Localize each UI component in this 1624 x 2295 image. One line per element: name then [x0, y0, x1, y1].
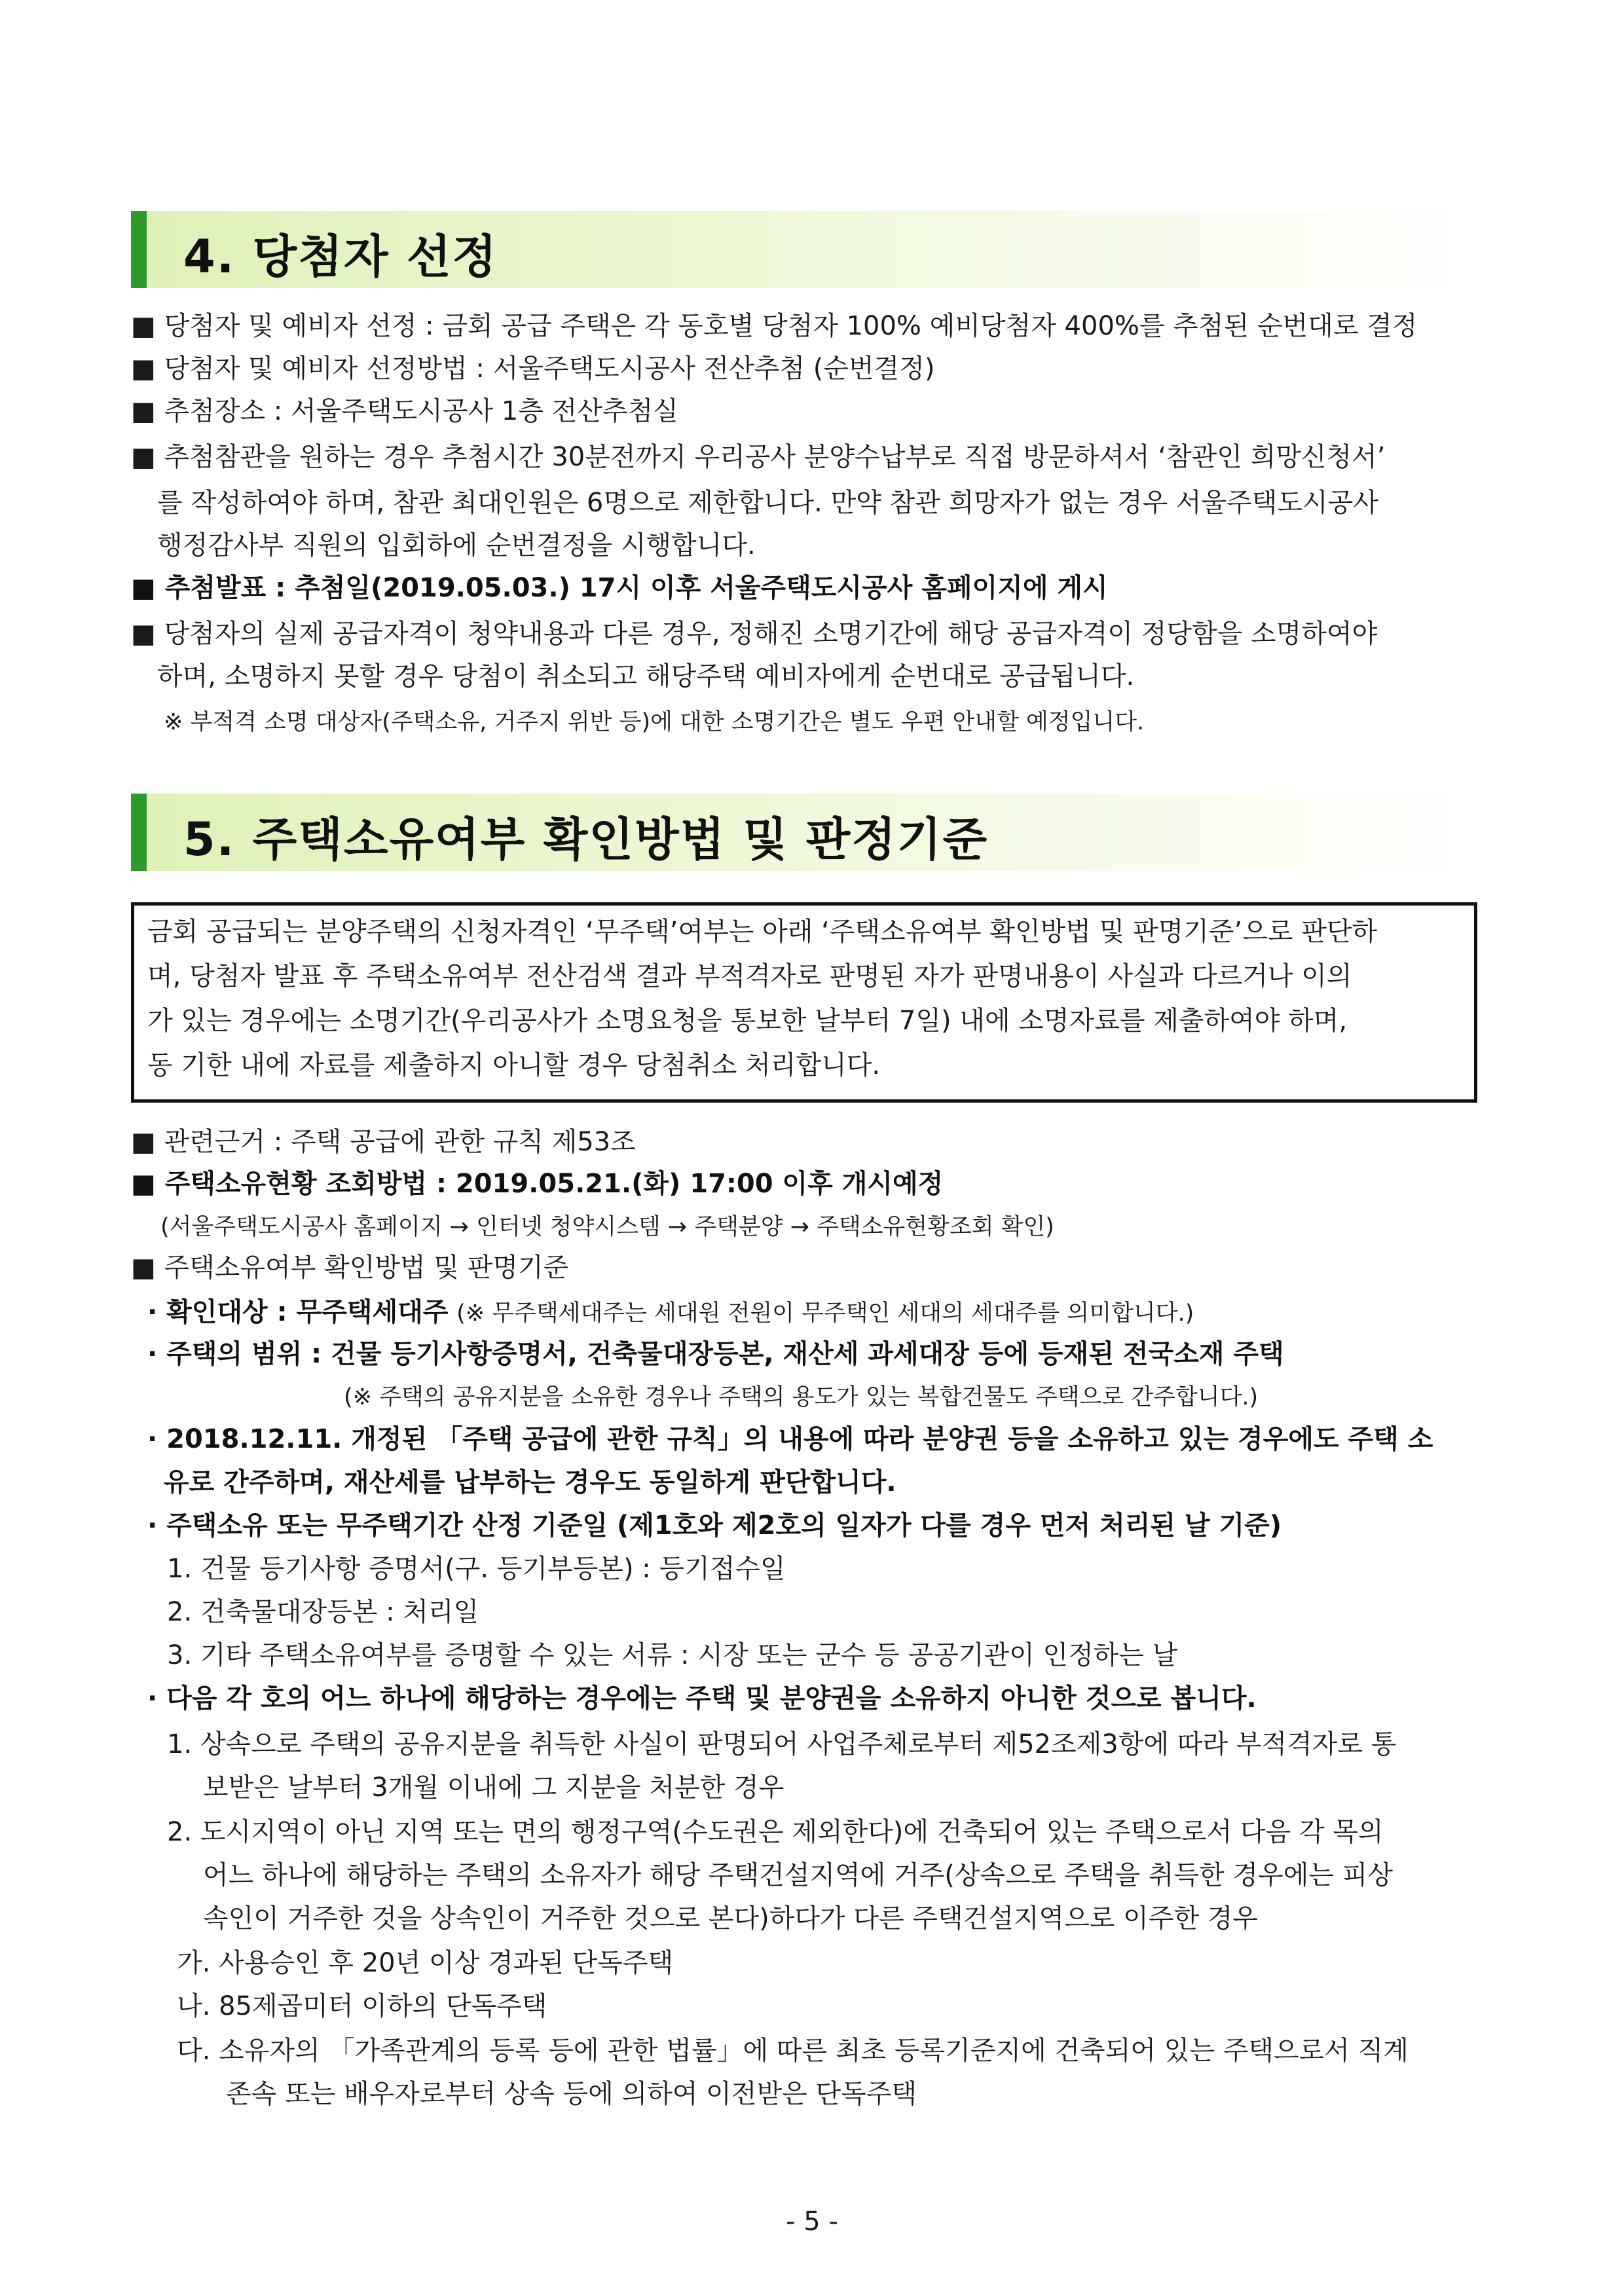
s5-exception-2-c-cont: 존속 또는 배우자로부터 상속 등에 의하여 이전받은 단독주택: [226, 2079, 917, 2109]
s5-base-date: · 주택소유 또는 무주택기간 산정 기준일 (제1호와 제2호의 일자가 다를 경우 먼저 처리된 날 기준): [147, 1511, 1282, 1541]
notice-line-1: 금회 공급되는 분양주택의 신청자격인 ‘무주택’여부는 아래 ‘주택소유여부 확인방법 및 판명기준’으로 판단하: [147, 917, 1378, 947]
s5-revision-2: 유로 간주하며, 재산세를 납부하는 경우도 동일하게 판단합니다.: [164, 1467, 896, 1497]
s4-item-4-cont-1: 를 작성하여야 하며, 참관 최대인원은 6명으로 제한합니다. 만약 참관 희망자가 없는 경우 서울주택도시공사: [157, 488, 1378, 518]
s4-item-3: ■ 추첨장소 : 서울주택도시공사 1층 전산추첨실: [131, 396, 678, 426]
notice-line-3: 가 있는 경우에는 소명기간(우리공사가 소명요청을 통보한 날부터 7일) 내에 소명자료를 제출하여야 하며,: [147, 1006, 1348, 1036]
s5-exception-2-b: 나. 85제곱미터 이하의 단독주택: [177, 1991, 547, 2021]
s5-exception: · 다음 각 호의 어느 하나에 해당하는 경우에는 주택 및 분양권을 소유하지 아니한 것으로 봅니다.: [147, 1683, 1257, 1714]
s5-check-target: · 확인대상 : 무주택세대주 (※ 무주택세대주는 세대원 전원이 무주택인 세대의 세대주를 의미합니다.): [147, 1297, 1194, 1327]
s4-note: ※ 부적격 소명 대상자(주택소유, 거주지 위반 등)에 대한 소명기간은 별도 우편 안내할 예정입니다.: [164, 709, 1145, 735]
s4-item-1: ■ 당첨자 및 예비자 선정 : 금회 공급 주택은 각 동호별 당첨자 100% 예비당첨자 400%를 추첨된 순번대로 결정: [131, 311, 1418, 341]
section-accent-bar: [131, 794, 147, 871]
s5-base-date-2: 2. 건축물대장등본 : 처리일: [167, 1597, 479, 1627]
s4-item-6: ■ 당첨자의 실제 공급자격이 청약내용과 다른 경우, 정해진 소명기간에 해당 공급자격이 정당함을 소명하여야: [131, 619, 1378, 649]
section-5-title: 5. 주택소유여부 확인방법 및 판정기준: [183, 813, 989, 866]
section-4-title: 4. 당첨자 선정: [183, 230, 498, 284]
s5-exception-2-c: 다. 소유자의 「가족관계의 등록 등에 관한 법률」에 따른 최초 등록기준지에 건축되어 있는 주택으로서 직계: [177, 2036, 1409, 2066]
s5-exception-2-cont-2: 속인이 거주한 것을 상속인이 거주한 것으로 본다)하다가 다른 주택건설지역으로 이주한 경우: [203, 1903, 1259, 1934]
s5-revision-1: · 2018.12.11. 개정된 「주택 공급에 관한 규칙」의 내용에 따라 분양권 등을 소유하고 있는 경우에도 주택 소: [147, 1424, 1433, 1454]
s5-exception-2-a: 가. 사용승인 후 20년 이상 경과된 단독주택: [177, 1948, 674, 1978]
s5-exception-2: 2. 도시지역이 아닌 지역 또는 면의 행정구역(수도권은 제외한다)에 건축되어 있는 주택으로서 다음 각 목의: [167, 1817, 1384, 1847]
s4-item-4-cont-2: 행정감사부 직원의 입회하에 순번결정을 시행합니다.: [157, 530, 756, 560]
section-4-header: [131, 211, 1480, 288]
s5-item-2-path: (서울주택도시공사 홈페이지 → 인터넷 청약시스템 → 주택분양 → 주택소유현황조회 확인): [160, 1214, 1054, 1240]
s5-base-date-1: 1. 건물 등기사항 증명서(구. 등기부등본) : 등기접수일: [167, 1554, 786, 1584]
notice-box: [131, 902, 1477, 1103]
s5-housing-scope-note: (※ 주택의 공유지분을 소유한 경우나 주택의 용도가 있는 복합건물도 주택으로 간주합니다.): [344, 1384, 1259, 1410]
s5-housing-scope: · 주택의 범위 : 건물 등기사항증명서, 건축물대장등본, 재산세 과세대장 등에 등재된 전국소재 주택: [147, 1339, 1284, 1369]
section-accent-bar: [131, 211, 147, 288]
s5-exception-1: 1. 상속으로 주택의 공유지분을 취득한 사실이 판명되어 사업주체로부터 제52조제3항에 따라 부적격자로 통: [167, 1729, 1397, 1759]
s4-item-2: ■ 당첨자 및 예비자 선정방법 : 서울주택도시공사 전산추첨 (순번결정): [131, 354, 935, 384]
notice-line-2: 며, 당첨자 발표 후 주택소유여부 전산검색 결과 부적격자로 판명된 자가 판명내용이 사실과 다르거나 이의: [147, 961, 1352, 991]
s4-item-4: ■ 추첨참관을 원하는 경우 추첨시간 30분전까지 우리공사 분양수납부로 직접 방문하셔서 ‘참관인 희망신청서’: [131, 442, 1386, 472]
s5-exception-1-cont: 보받은 날부터 3개월 이내에 그 지분을 처분한 경우: [203, 1772, 784, 1803]
s5-item-1: ■ 관련근거 : 주택 공급에 관한 규칙 제53조: [131, 1127, 636, 1157]
section-5-header: [131, 794, 1480, 871]
notice-line-4: 동 기한 내에 자료를 제출하지 아니할 경우 당첨취소 처리합니다.: [147, 1050, 881, 1080]
s5-base-date-3: 3. 기타 주택소유여부를 증명할 수 있는 서류 : 시장 또는 군수 등 공공기관이 인정하는 날: [167, 1640, 1178, 1670]
s5-item-3: ■ 주택소유여부 확인방법 및 판명기준: [131, 1253, 569, 1283]
s4-item-5: ■ 추첨발표 : 추첨일(2019.05.03.) 17시 이후 서울주택도시공사 홈페이지에 게시: [131, 573, 1108, 603]
s5-exception-2-cont-1: 어느 하나에 해당하는 주택의 소유자가 해당 주택건설지역에 거주(상속으로 주택을 취득한 경우에는 피상: [203, 1860, 1393, 1890]
page-number: - 5 -: [786, 2207, 838, 2237]
s4-item-6-cont: 하며, 소명하지 못할 경우 당첨이 취소되고 해당주택 예비자에게 순번대로 공급됩니다.: [157, 661, 1135, 691]
s5-item-2: ■ 주택소유현황 조회방법 : 2019.05.21.(화) 17:00 이후 개시예정: [131, 1169, 944, 1199]
